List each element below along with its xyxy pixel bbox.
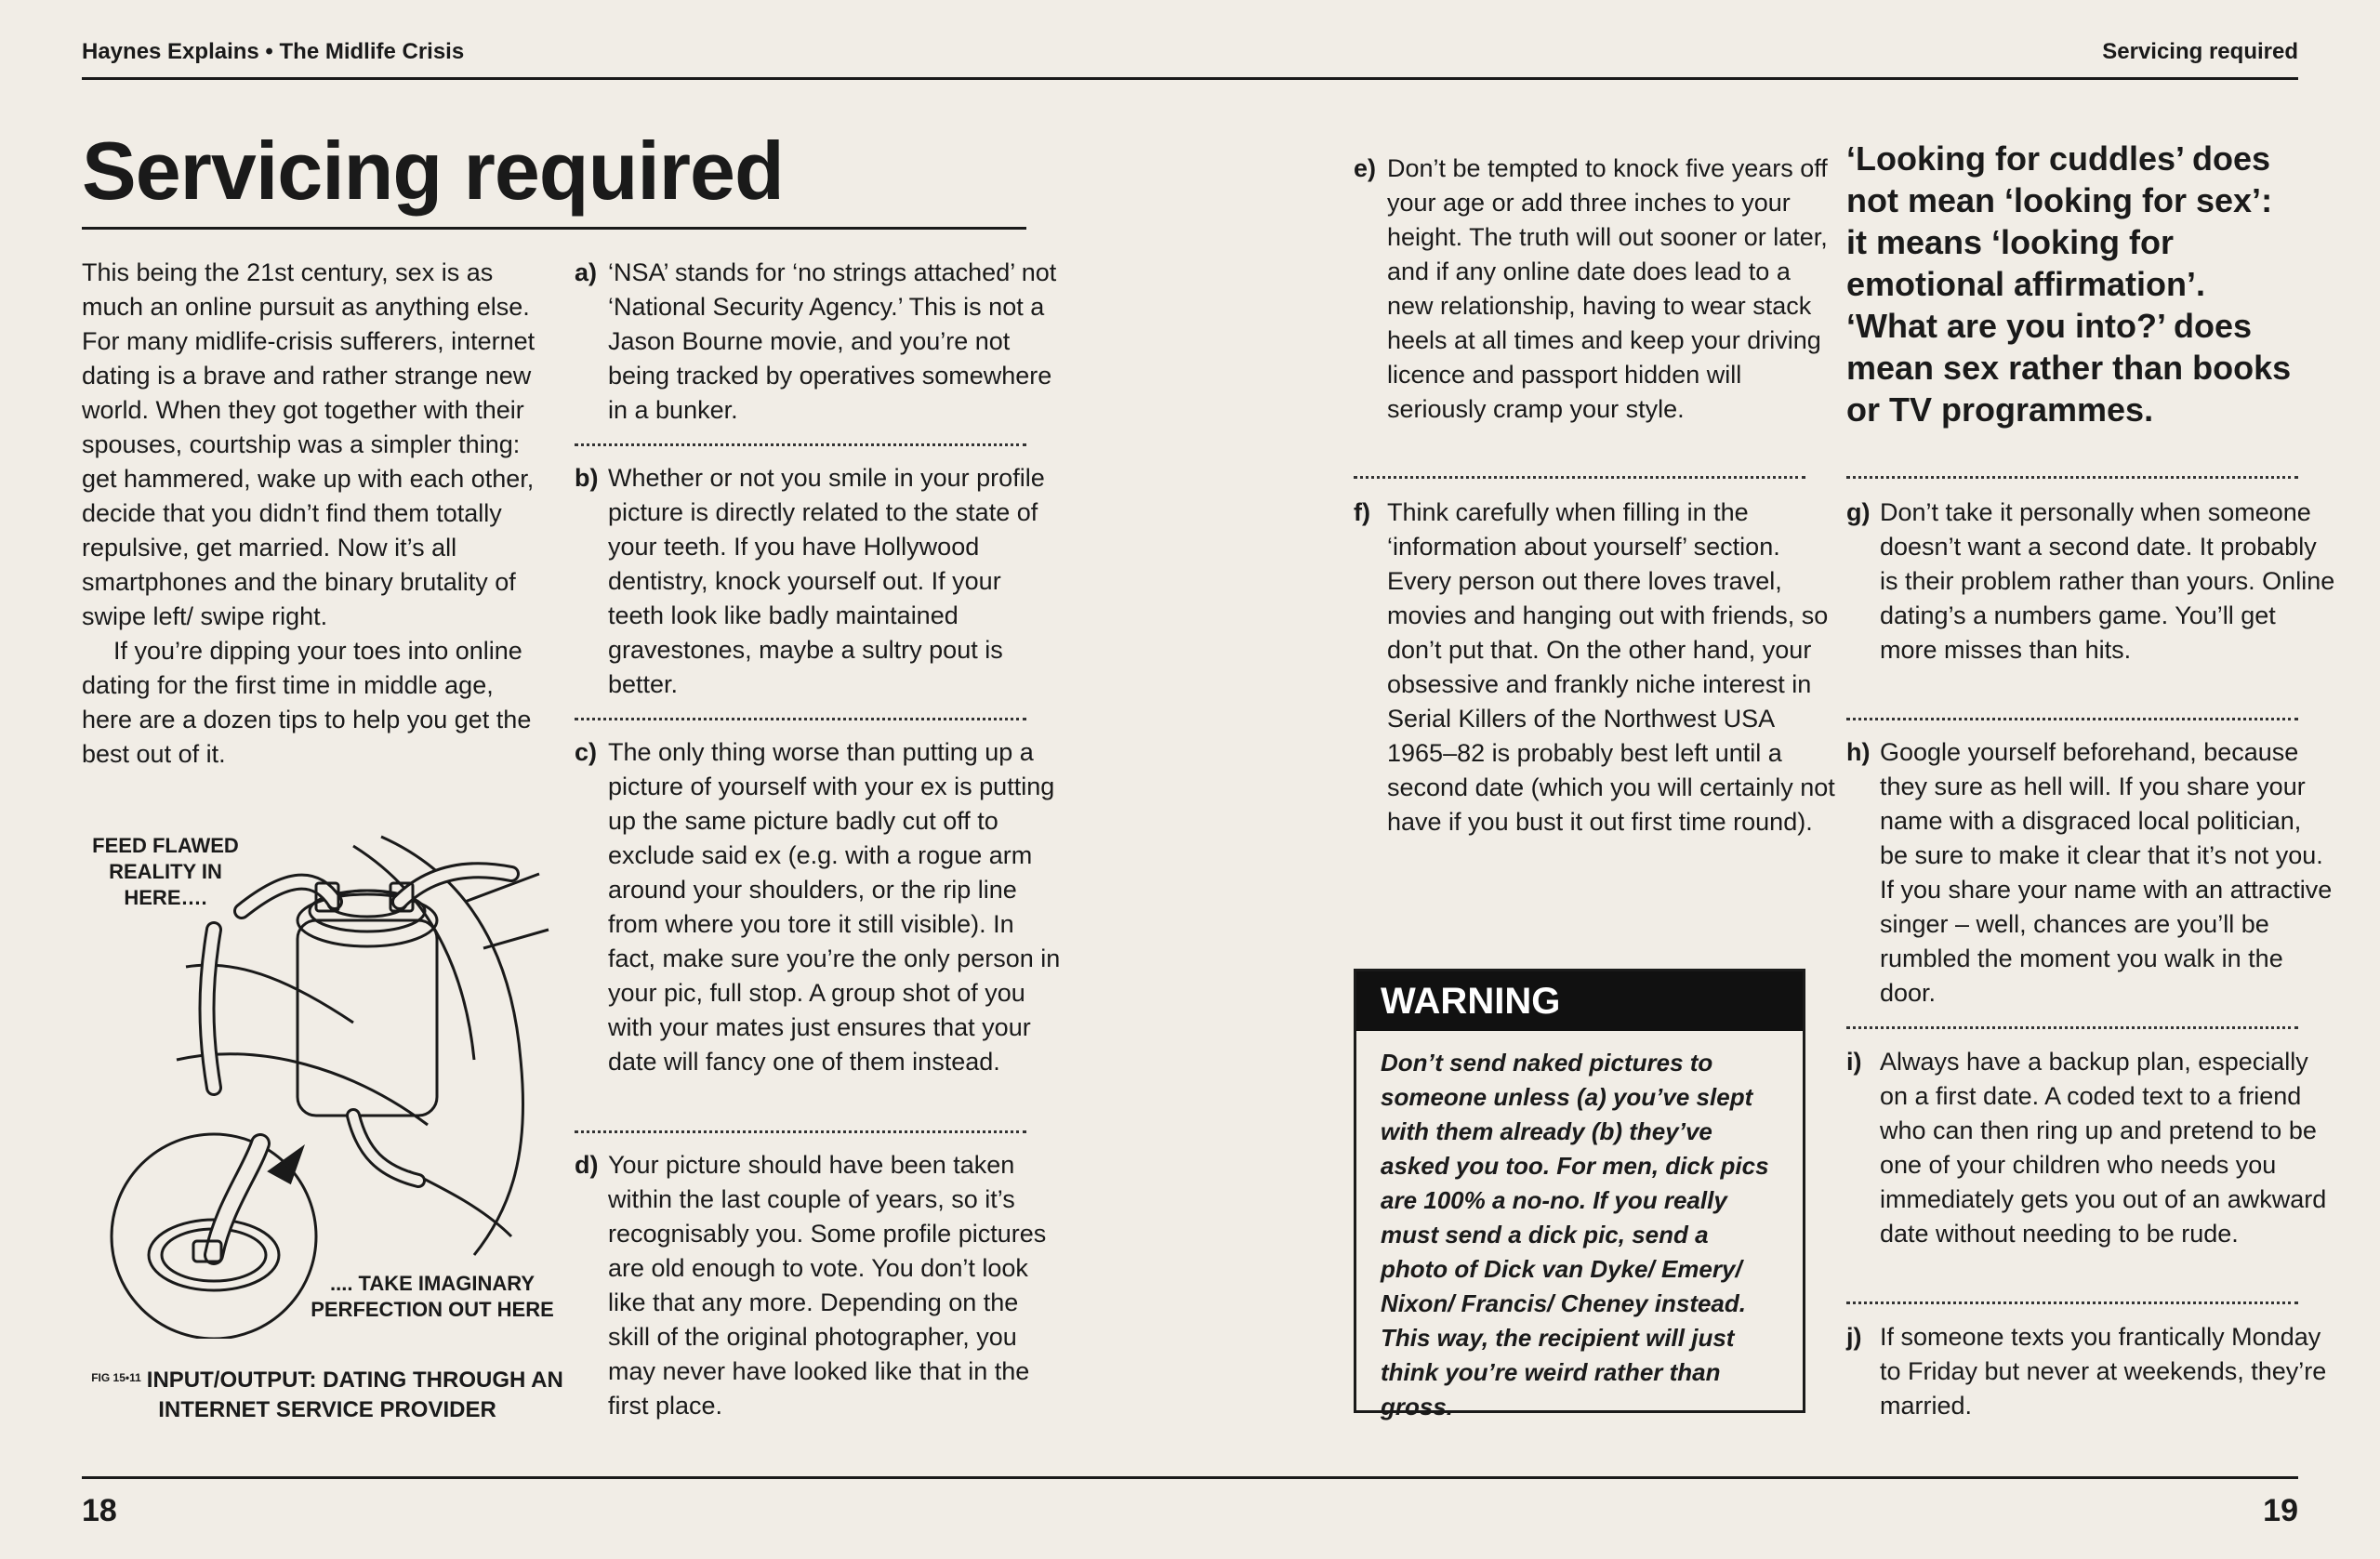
warning-heading: WARNING [1356,971,1803,1031]
tip-text: Your picture should have been taken within the last couple of years, so it’s recognisably you. Some profile pictures are old enough to vote. You don’t look like that any more. Depending on the skill of the original photographer, you may never have looked like that in the first place. [608,1151,1047,1420]
water-filter-illustration [74,818,558,1339]
tip-f [1354,495,1839,839]
title-rule [82,227,1026,230]
page-number-right: 19 [2263,1493,2298,1528]
tip-d [575,1148,1064,1423]
tip-a [575,256,1064,428]
tip-letter: i) [1846,1048,1862,1076]
warning-box [1354,969,1805,1420]
figure-number: FIG 15•11 [91,1371,141,1384]
divider [575,718,1026,720]
divider [1846,1301,2298,1304]
figure-label-output: .... TAKE IMAGINARY PERFECTION OUT HERE [311,1272,554,1321]
divider [1846,718,2298,720]
divider [1846,1026,2298,1029]
page-number-left: 18 [82,1493,117,1528]
footer-rule [82,1476,2298,1479]
intro-paragraph-1: This being the 21st century, sex is as much an online pursuit as anything else. For many midlife-crisis sufferers, internet dating is a brave and rather strange new world. When they got together with their spouses, courtship was a simpler thing: get hammered, wake up with each other, decide that you didn’t find them totally repulsive, get married. Now it’s all smartphones and the binary brutality of swipe left/ swipe right. [82,258,536,630]
page-title: Servicing required [82,125,784,217]
tip-letter: e) [1354,154,1377,182]
warning-text: Don’t send naked pictures to someone unless (a) you’ve slept with them already (b) they’ve asked you too. For men, dick pics are 100% a no-no. If you really must send a dick pic, send a photo of Dick van Dyke/ Emery/ Nixon/ Francis/ Cheney instead. This way, the recipient will just think you’re weird rather than gross. [1381,1049,1769,1420]
tip-text: ‘NSA’ stands for ‘no strings attached’ not ‘National Security Agency.’ This is not a Jason Bourne movie, and you’re not being tracked by operatives somewhere in a bunker. [608,258,1057,424]
tip-text: Whether or not you smile in your profile picture is directly related to the state of your teeth. If you have Hollywood dentistry, knock yourself out. If your teeth look like badly maintained gravestones, maybe a sultry pout is better. [608,464,1045,698]
tip-letter: h) [1846,738,1871,766]
tip-letter: g) [1846,498,1871,526]
tip-letter: b) [575,464,599,492]
tip-h [1846,735,2335,1011]
tip-text: The only thing worse than putting up a picture of yourself with your ex is putting up the same picture badly cut off to exclude said ex (e.g. with a rogue arm around your shoulders, or the rip line from where you tore it still visible). In fact, make sure you’re the only person in your pic, full stop. A group shot of you with your mates just ensures that your date will fancy one of them instead. [608,738,1061,1076]
tip-text: Don’t be tempted to knock five years off your age or add three inches to your height. The truth will out sooner or later, and if any online date does lead to a new relationship, having to wear stack heels at all times and keep your driving licence and passport hidden will seriously cramp your style. [1387,154,1828,423]
figure-caption-text: INPUT/OUTPUT: DATING THROUGH AN INTERNET SERVICE PROVIDER [146,1367,563,1422]
tip-text: If someone texts you frantically Monday to Friday but never at weekends, they’re married. [1880,1323,2327,1420]
divider [1846,476,2298,479]
tip-b [575,461,1064,702]
header-rule [82,77,2298,80]
running-header-left: Haynes Explains • The Midlife Crisis [82,39,465,64]
divider [1354,476,1805,479]
tip-g [1846,495,2335,667]
intro-text [82,256,541,772]
divider [575,443,1026,446]
tip-letter: c) [575,738,598,766]
tip-text: Google yourself beforehand, because they sure as hell will. If you share your name with a disgraced local politician, be sure to make it clear that it’s not you. If you share your name with an attractive singer – well, chances are you’ll be rumbled the moment you walk in the door. [1880,738,2333,1007]
divider [575,1130,1026,1133]
figure-label-input: FEED FLAWED REALITY IN HERE…. [92,834,239,909]
tip-letter: f) [1354,498,1370,526]
tip-letter: j) [1846,1323,1862,1351]
intro-paragraph-2: If you’re dipping your toes into online dating for the first time in middle age, here are a dozen tips to help you get the best out of it. [82,637,532,768]
figure-caption [86,1363,569,1425]
pull-quote: ‘Looking for cuddles’ does not mean ‘looking for sex’: it means ‘looking for emotional affirmation’. ‘What are you into?’ does mean sex rather than books or TV programmes. [1846,139,2292,429]
tip-text: Think carefully when filling in the ‘information about yourself’ section. Every person out there loves travel, movies and hanging out with friends, so don’t put that. On the other hand, your obsessive and frankly niche interest in Serial Killers of the Northwest USA 1965–82 is probably best left until a second date (which you will certainly not have if you bust it out first time round). [1387,498,1835,836]
tip-text: Always have a backup plan, especially on a first date. A coded text to a friend who can then ring up and pretend to be one of your children who needs you immediately gets you out of an awkward date without needing to be rude. [1880,1048,2327,1248]
running-header-right: Servicing required [2102,39,2298,64]
tip-e [1354,152,1839,427]
tip-i [1846,1045,2335,1251]
tip-j [1846,1320,2335,1423]
tip-letter: d) [575,1151,599,1179]
tip-letter: a) [575,258,598,286]
tip-c [575,735,1064,1079]
tip-text: Don’t take it personally when someone doesn’t want a second date. It probably is their problem rather than yours. Online dating’s a numbers game. You’ll get more misses than hits. [1880,498,2335,664]
